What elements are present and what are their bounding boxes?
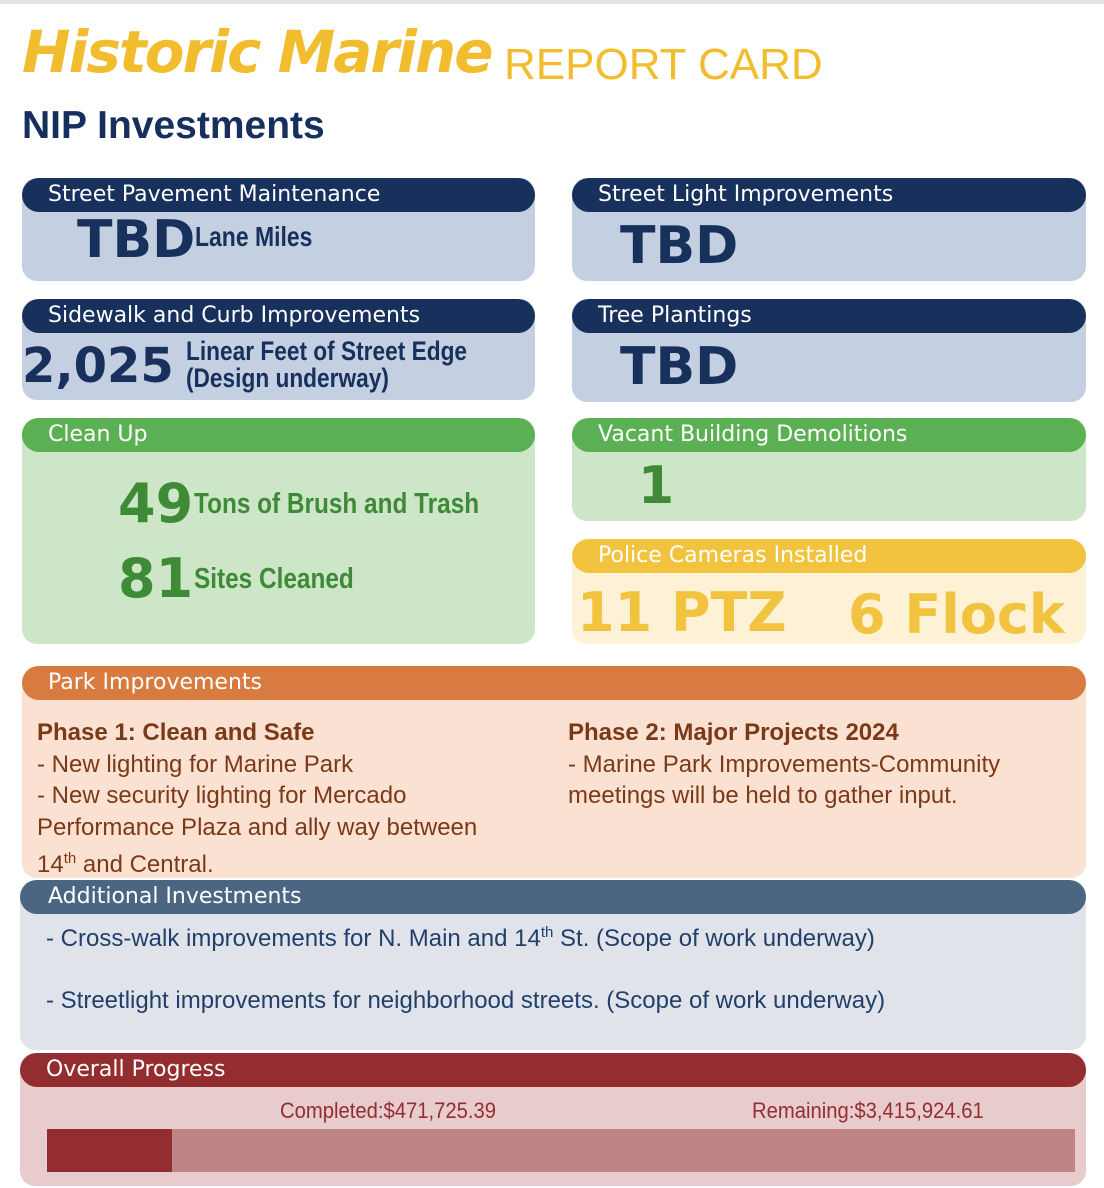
report-title: Historic Marine bbox=[22, 18, 492, 86]
sidewalk-card bbox=[22, 299, 535, 400]
street-pavement-value: TBD bbox=[77, 210, 196, 270]
cleanup-tons-label: Tons of Brush and Trash bbox=[194, 488, 480, 520]
additional-item: - Cross-walk improvements for N. Main and 14th St. (Scope of work underway) bbox=[46, 924, 875, 952]
cleanup-sites-label: Sites Cleaned bbox=[194, 563, 354, 595]
phase2-title: Phase 2: Major Projects 2024 bbox=[568, 719, 899, 746]
demolitions-card bbox=[572, 418, 1086, 521]
additional-investments-heading: Additional Investments bbox=[20, 880, 1086, 914]
tree-plantings-card bbox=[572, 299, 1086, 402]
section-title: NIP Investments bbox=[22, 104, 325, 147]
phase1-line: - New lighting for Marine Park bbox=[37, 750, 354, 778]
tree-plantings-value: TBD bbox=[620, 337, 739, 397]
phase1-title: Phase 1: Clean and Safe bbox=[37, 719, 315, 746]
sidewalk-value: 2,025 bbox=[22, 338, 174, 394]
cameras-heading: Police Cameras Installed bbox=[572, 539, 1086, 573]
phase1-line: 14th and Central. bbox=[37, 850, 214, 878]
tree-plantings-heading: Tree Plantings bbox=[572, 299, 1086, 333]
street-pavement-heading: Street Pavement Maintenance bbox=[22, 178, 535, 212]
top-border bbox=[0, 0, 1104, 4]
cleanup-tons-value: 49 bbox=[118, 472, 194, 535]
cleanup-heading: Clean Up bbox=[22, 418, 535, 452]
demolitions-value: 1 bbox=[638, 456, 675, 516]
completed-label: Completed:$471,725.39 bbox=[280, 1098, 497, 1123]
progress-bar-fill bbox=[47, 1129, 172, 1172]
sidewalk-heading: Sidewalk and Curb Improvements bbox=[22, 299, 535, 333]
demolitions-heading: Vacant Building Demolitions bbox=[572, 418, 1086, 452]
phase2-block bbox=[568, 717, 1000, 812]
phase1-block bbox=[37, 717, 477, 878]
cleanup-card bbox=[22, 418, 535, 644]
park-improvements-card bbox=[22, 666, 1086, 878]
street-pavement-unit: Lane Miles bbox=[195, 221, 313, 252]
phase2-line: meetings will be held to gather input. bbox=[568, 782, 958, 809]
report-subtitle: REPORT CARD bbox=[504, 40, 823, 89]
street-light-card bbox=[572, 178, 1086, 281]
phase2-line: - Marine Park Improvements-Community bbox=[568, 750, 1001, 778]
phase1-line: - New security lighting for Mercado bbox=[37, 782, 407, 809]
overall-progress-heading: Overall Progress bbox=[20, 1053, 1086, 1087]
cameras-flock: 6 Flock bbox=[848, 583, 1065, 644]
cameras-ptz: 11 PTZ bbox=[577, 581, 787, 644]
phase1-line: Performance Plaza and ally way between bbox=[37, 813, 478, 841]
street-light-value: TBD bbox=[620, 216, 739, 276]
additional-item: - Streetlight improvements for neighborhood streets. (Scope of work underway) bbox=[46, 987, 886, 1014]
overall-progress-card bbox=[20, 1053, 1086, 1186]
street-pavement-card bbox=[22, 178, 535, 281]
park-improvements-heading: Park Improvements bbox=[22, 666, 1086, 700]
sidewalk-unit-line2: (Design underway) bbox=[186, 363, 389, 393]
cleanup-sites-value: 81 bbox=[118, 547, 194, 610]
sidewalk-unit-line1: Linear Feet of Street Edge bbox=[186, 336, 468, 366]
progress-bar-track bbox=[47, 1129, 1075, 1172]
street-light-heading: Street Light Improvements bbox=[572, 178, 1086, 212]
remaining-label: Remaining:$3,415,924.61 bbox=[752, 1098, 984, 1123]
cameras-card bbox=[572, 539, 1086, 644]
additional-investments-card bbox=[20, 880, 1086, 1050]
